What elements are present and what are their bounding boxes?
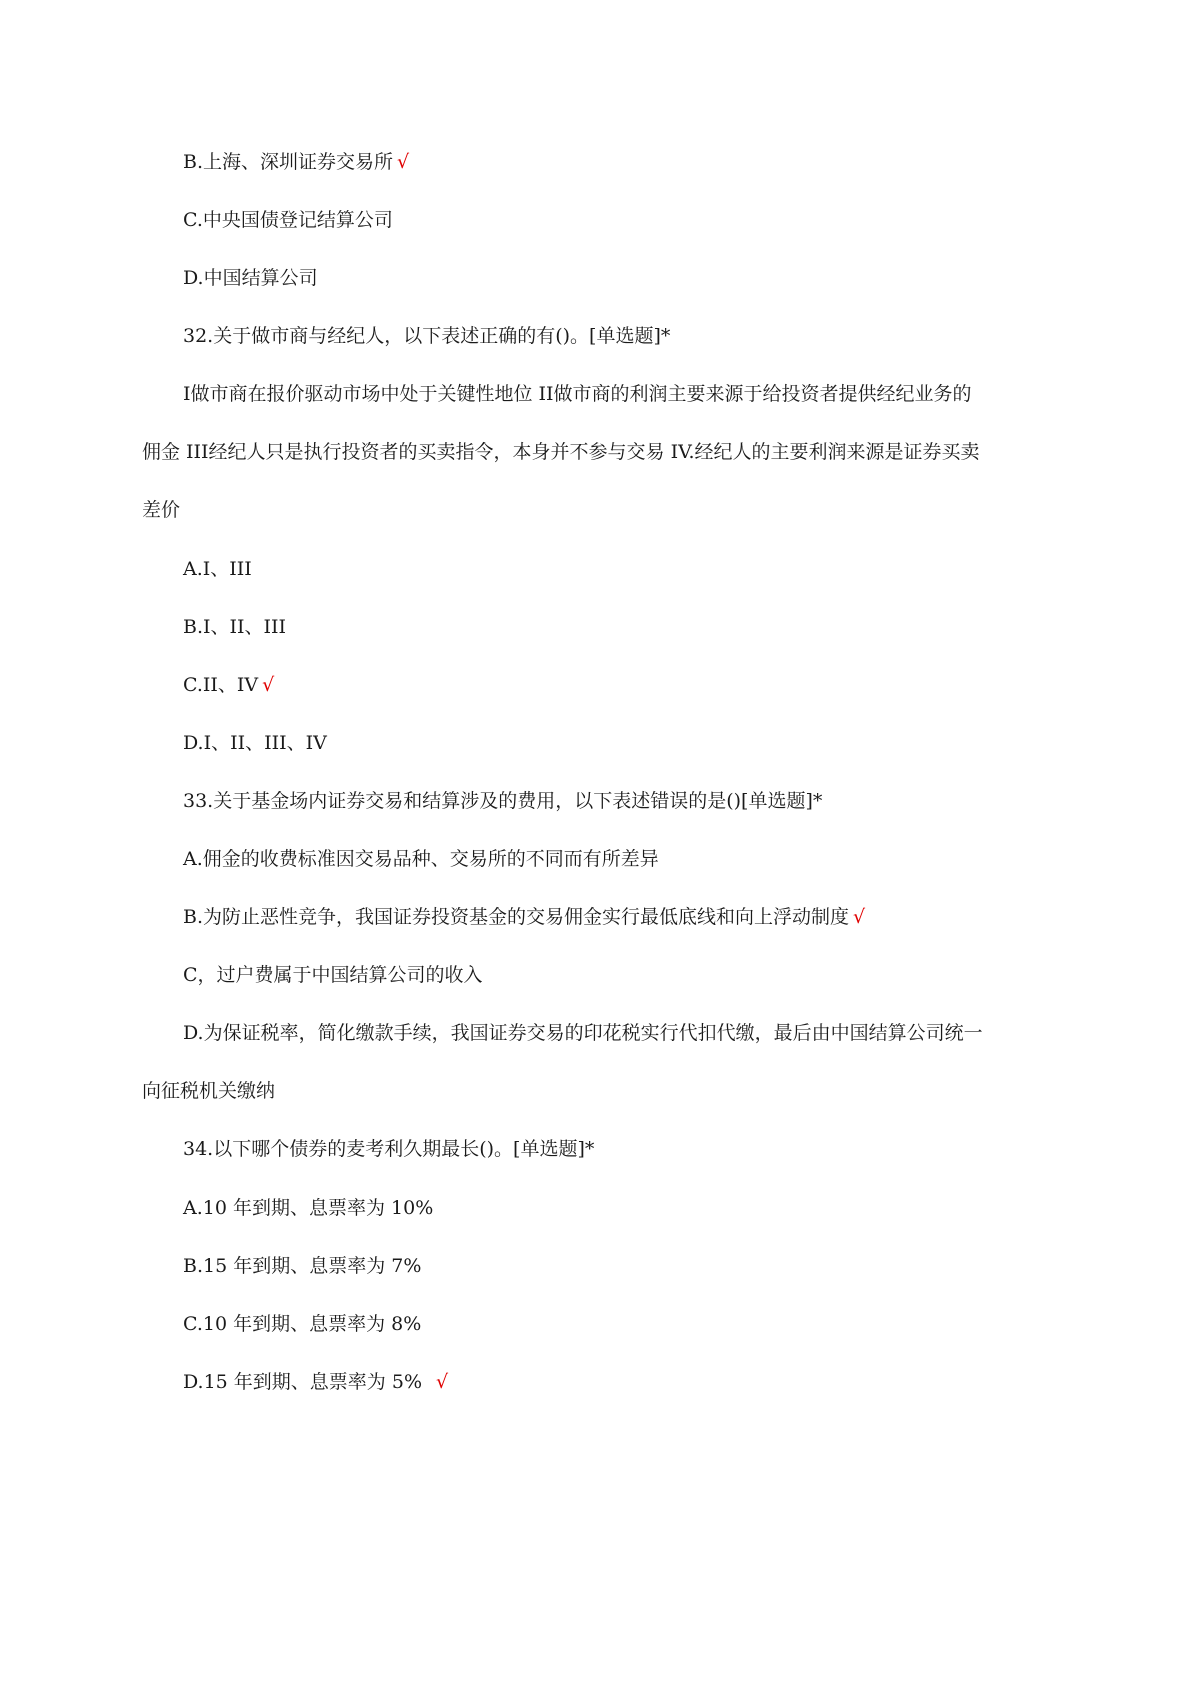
q31-option-b — [183, 150, 409, 174]
q32-option-b: B.I、II、III — [183, 616, 287, 638]
q33-question: 33.关于基金场内证券交易和结算涉及的费用，以下表述错误的是()[单选题]* — [183, 790, 823, 812]
q34-option-c: C.10 年到期、息票率为 8% — [183, 1313, 422, 1335]
q31-option-b-text: B.上海、深圳证券交易所 — [183, 151, 394, 173]
q32-body-line-2: 佣金 III经纪人只是执行投资者的买卖指令，本身并不参与交易 IV.经纪人的主要利润来源是证券买卖 — [142, 441, 980, 463]
q32-option-c-text: C.II、IV — [183, 674, 259, 696]
check-mark-icon: √ — [436, 1371, 449, 1393]
q33-option-c: C，过户费属于中国结算公司的收入 — [183, 964, 483, 986]
q34-option-b: B.15 年到期、息票率为 7% — [183, 1255, 422, 1277]
q32-body-line-1: I做市商在报价驱动市场中处于关键性地位 II做市商的利润主要来源于给投资者提供经纪业务的 — [183, 383, 972, 405]
q32-body-line-3: 差价 — [142, 499, 181, 521]
q33-option-a: A.佣金的收费标准因交易品种、交易所的不同而有所差异 — [183, 848, 659, 870]
check-mark-icon: √ — [262, 674, 275, 696]
q34-question: 34.以下哪个债券的麦考利久期最长()。[单选题]* — [183, 1138, 595, 1160]
q32-option-a: A.I、III — [183, 558, 252, 580]
q34-option-a: A.10 年到期、息票率为 10% — [183, 1197, 434, 1219]
q34-option-d — [183, 1370, 448, 1394]
q31-option-c: C.中央国债登记结算公司 — [183, 209, 393, 231]
q33-option-d-line-1: D.为保证税率，简化缴款手续，我国证券交易的印花税实行代扣代缴，最后由中国结算公司统一 — [183, 1022, 983, 1044]
q33-option-b-text: B.为防止恶性竞争，我国证券投资基金的交易佣金实行最低底线和向上浮动制度 — [183, 906, 850, 928]
q33-option-b — [183, 905, 865, 929]
q32-option-d: D.I、II、III、IV — [183, 732, 327, 754]
check-mark-icon: √ — [397, 151, 410, 173]
q32-option-c — [183, 673, 274, 697]
q34-option-d-text: D.15 年到期、息票率为 5% — [183, 1371, 422, 1393]
q31-option-d: D.中国结算公司 — [183, 267, 318, 289]
q33-option-d-line-2: 向征税机关缴纳 — [142, 1080, 276, 1102]
q32-question: 32.关于做市商与经纪人，以下表述正确的有()。[单选题]* — [183, 325, 671, 347]
check-mark-icon: √ — [853, 906, 866, 928]
